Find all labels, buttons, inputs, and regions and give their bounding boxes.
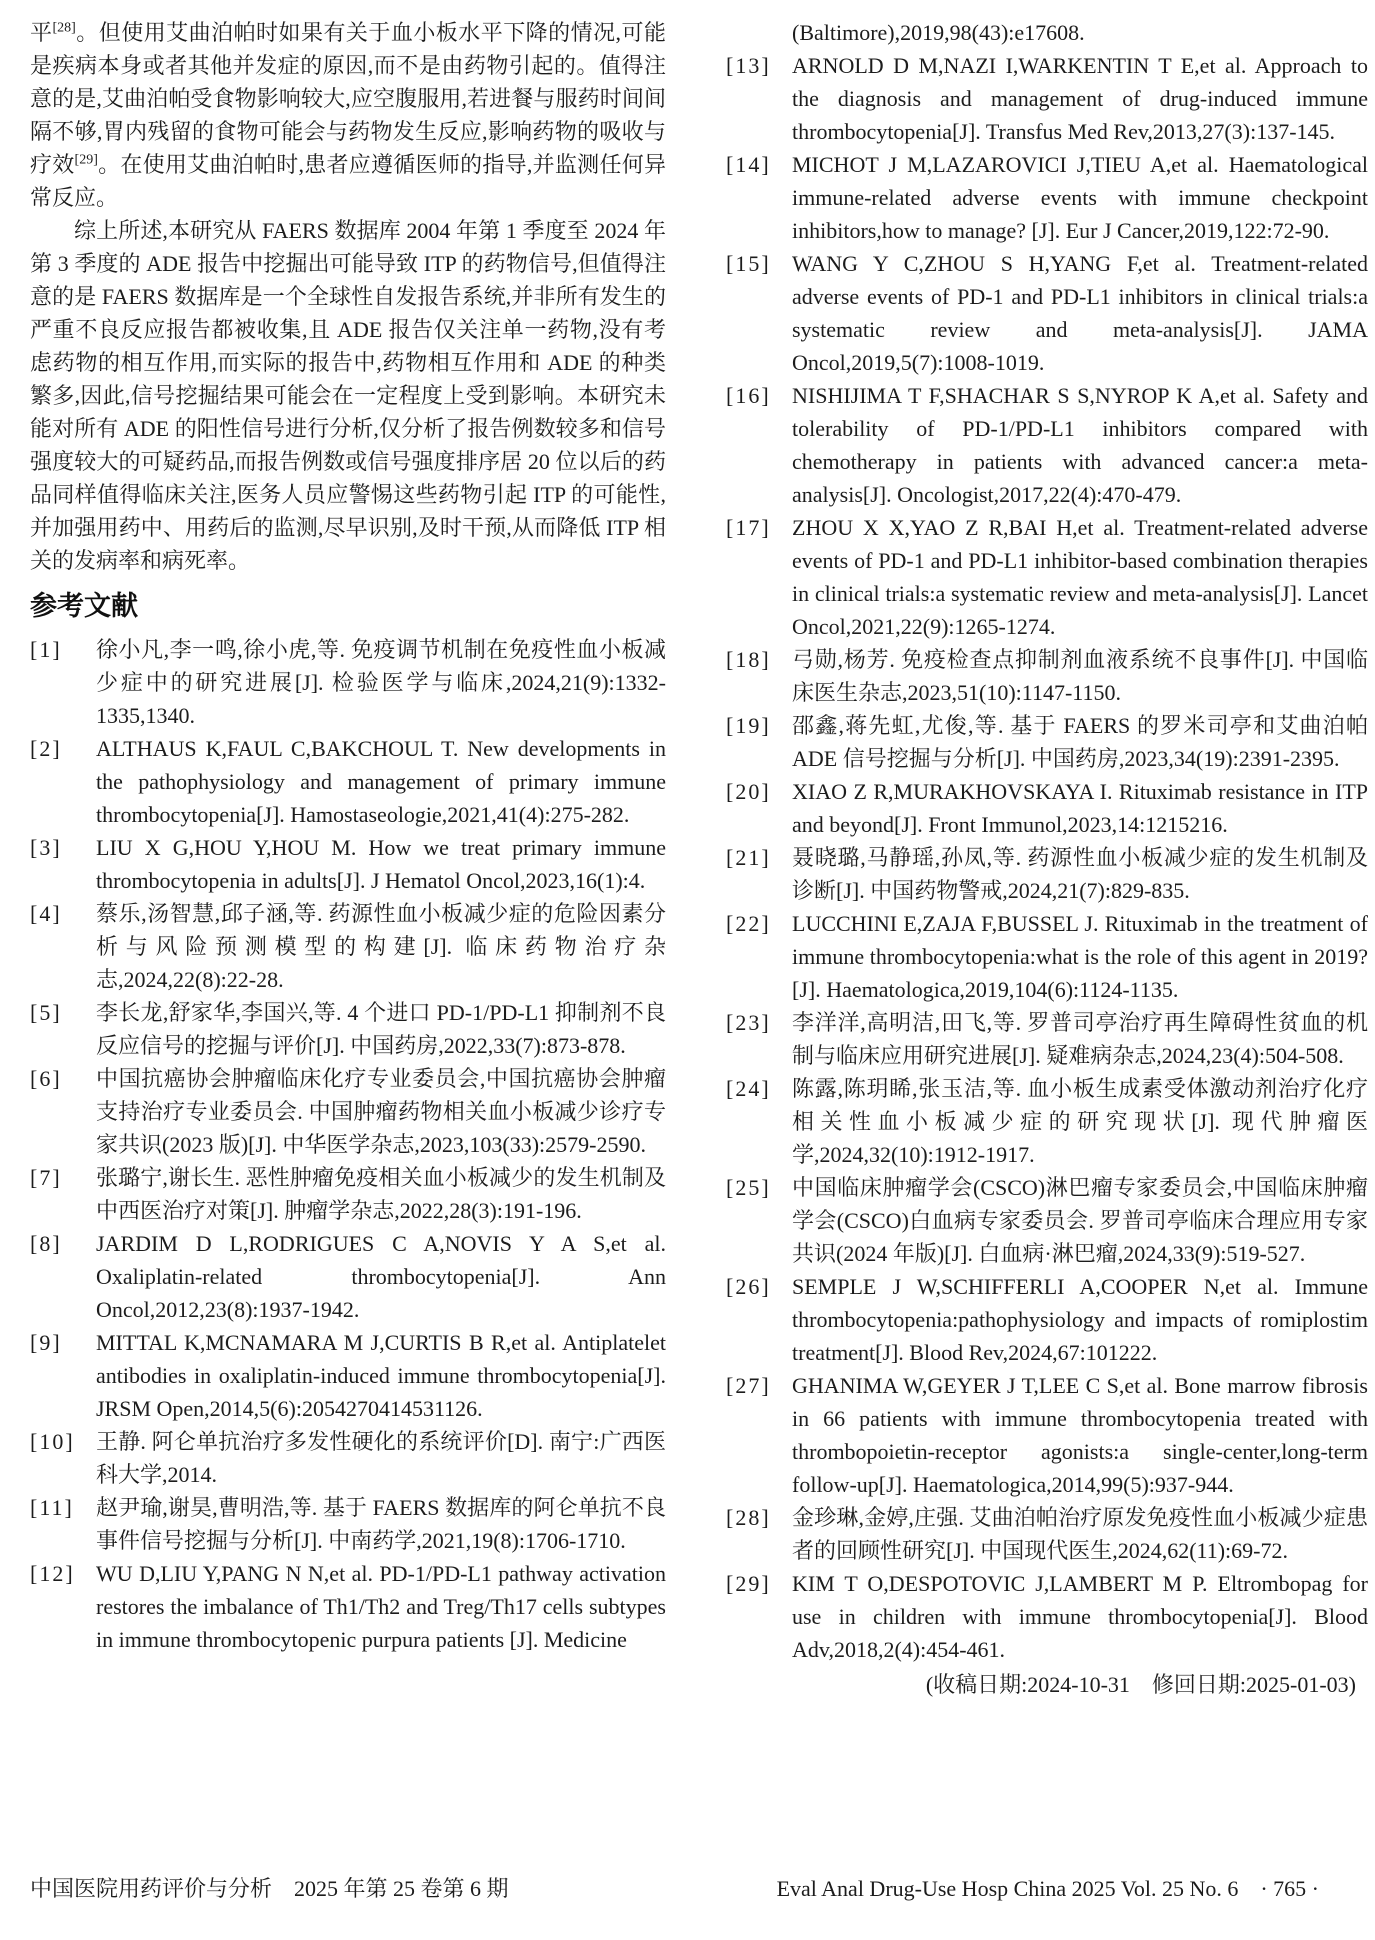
reference-number	[726, 16, 792, 49]
paragraph-text: 平	[30, 20, 53, 45]
reference-item	[726, 1006, 1368, 1072]
reference-number: [12]	[30, 1561, 75, 1586]
reference-number: [16]	[726, 383, 771, 408]
reference-item	[30, 732, 666, 831]
reference-number: [6]	[30, 1066, 62, 1091]
reference-text: SEMPLE J W,SCHIFFERLI A,COOPER N,et al. Immune thrombocytopenia:pathophysiology and impacts of romiplostim treatment[J]. Blood Rev,2024,67:101222.	[792, 1274, 1368, 1365]
reference-text: 邵鑫,蒋先虹,尤俊,等. 基于 FAERS 的罗米司亭和艾曲泊帕 ADE 信号挖掘与分析[J]. 中国药房,2023,34(19):2391-2395.	[792, 713, 1368, 771]
reference-text: 徐小凡,李一鸣,徐小虎,等. 免疫调节机制在免疫性血小板减少症中的研究进展[J]. 检验医学与临床,2024,21(9):1332-1335,1340.	[96, 637, 666, 728]
reference-text: WU D,LIU Y,PANG N N,et al. PD-1/PD-L1 pathway activation restores the imbalance of Th1/Th2 and Treg/Th17 cells subtypes in immune thrombocytopenic purpura patients [J]. Medicine	[96, 1561, 666, 1652]
reference-number: [2]	[30, 736, 62, 761]
reference-text: ARNOLD D M,NAZI I,WARKENTIN T E,et al. Approach to the diagnosis and management of drug-induced immune thrombocytopenia[J]. Transfus Med Rev,2013,27(3):137-145.	[792, 53, 1368, 144]
reference-item	[30, 1491, 666, 1557]
reference-item	[726, 841, 1368, 907]
reference-item	[726, 148, 1368, 247]
reference-text: LIU X G,HOU Y,HOU M. How we treat primary immune thrombocytopenia in adults[J]. J Hematol Oncol,2023,16(1):4.	[96, 835, 666, 893]
reference-text: 张璐宁,谢长生. 恶性肿瘤免疫相关血小板减少的发生机制及中西医治疗对策[J]. 肿瘤学杂志,2022,28(3):191-196.	[96, 1165, 666, 1223]
left-column	[30, 16, 666, 1701]
reference-text: 李长龙,舒家华,李国兴,等. 4 个进口 PD-1/PD-L1 抑制剂不良反应信号的挖掘与评价[J]. 中国药房,2022,33(7):873-878.	[96, 1000, 666, 1058]
reference-number: [9]	[30, 1330, 62, 1355]
reference-item	[726, 379, 1368, 511]
reference-number: [29]	[726, 1571, 771, 1596]
reference-number: [1]	[30, 637, 62, 662]
reference-number: [15]	[726, 251, 771, 276]
paragraph-text: 。在使用艾曲泊帕时,患者应遵循医师的指导,并监测任何异常反应。	[30, 152, 666, 210]
reference-text: 中国临床肿瘤学会(CSCO)淋巴瘤专家委员会,中国临床肿瘤学会(CSCO)白血病专家委员会. 罗普司亭临床合理应用专家共识(2024 年版)[J]. 白血病·淋巴瘤,2024,33(9):519-527.	[792, 1175, 1368, 1266]
reference-item	[726, 16, 1368, 49]
reference-text: XIAO Z R,MURAKHOVSKAYA I. Rituximab resistance in ITP and beyond[J]. Front Immunol,2023,14:1215216.	[792, 779, 1368, 837]
reference-text: GHANIMA W,GEYER J T,LEE C S,et al. Bone marrow fibrosis in 66 patients with immune thrombocytopenia treated with thrombopoietin-receptor agonists:a single-center,long-term follow-up[J]. Haematologica,2014,99(5):937-944.	[792, 1373, 1368, 1497]
reference-item	[30, 996, 666, 1062]
reference-item	[726, 49, 1368, 148]
reference-item	[726, 1270, 1368, 1369]
reference-text: 赵尹瑜,谢昊,曹明浩,等. 基于 FAERS 数据库的阿仑单抗不良事件信号挖掘与分析[J]. 中南药学,2021,19(8):1706-1710.	[96, 1495, 666, 1553]
reference-text: ZHOU X X,YAO Z R,BAI H,et al. Treatment-related adverse events of PD-1 and PD-L1 inhibitor-based combination therapies in clinical trials:a systematic review and meta-analysis[J]. Lancet Oncol,2021,22(9):1265-1274.	[792, 515, 1368, 639]
reference-number: [21]	[726, 845, 771, 870]
footer-journal-title-en-page-number: Eval Anal Drug-Use Hosp China 2025 Vol. 25 No. 6 · 765 ·	[776, 1876, 1319, 1901]
reference-item	[30, 831, 666, 897]
reference-text: WANG Y C,ZHOU S H,YANG F,et al. Treatment-related adverse events of PD-1 and PD-L1 inhibitors in clinical trials:a systematic review and meta-analysis[J]. JAMA Oncol,2019,5(7):1008-1019.	[792, 251, 1368, 375]
paragraph-continuation	[30, 16, 666, 214]
reference-item	[726, 1369, 1368, 1501]
reference-item	[726, 247, 1368, 379]
reference-item	[726, 1171, 1368, 1270]
reference-text: (Baltimore),2019,98(43):e17608.	[792, 20, 1085, 45]
reference-item	[726, 709, 1368, 775]
reference-item	[30, 1425, 666, 1491]
reference-list-left	[30, 633, 666, 1656]
reference-number: [14]	[726, 152, 771, 177]
reference-item	[726, 1501, 1368, 1567]
reference-text: 王静. 阿仑单抗治疗多发性硬化的系统评价[D]. 南宁:广西医科大学,2014.	[96, 1429, 666, 1487]
reference-number: [4]	[30, 901, 62, 926]
reference-text: 李洋洋,高明洁,田飞,等. 罗普司亭治疗再生障碍性贫血的机制与临床应用研究进展[J]. 疑难病杂志,2024,23(4):504-508.	[792, 1010, 1368, 1068]
reference-number: [23]	[726, 1010, 771, 1035]
reference-number: [7]	[30, 1165, 62, 1190]
reference-number: [22]	[726, 911, 771, 936]
reference-number: [10]	[30, 1429, 75, 1454]
reference-number: [24]	[726, 1076, 771, 1101]
reference-item	[726, 775, 1368, 841]
reference-item	[30, 1062, 666, 1161]
citation-superscript: [28]	[52, 20, 76, 36]
reference-item	[30, 897, 666, 996]
reference-number: [20]	[726, 779, 771, 804]
reference-number: [17]	[726, 515, 771, 540]
reference-number: [13]	[726, 53, 771, 78]
reference-list-right	[726, 16, 1368, 1666]
reference-item	[30, 1227, 666, 1326]
references-heading: 参考文献	[30, 591, 138, 621]
reference-item	[726, 511, 1368, 643]
reference-item	[726, 1567, 1368, 1666]
reference-number: [28]	[726, 1505, 771, 1530]
reference-text: 中国抗癌协会肿瘤临床化疗专业委员会,中国抗癌协会肿瘤支持治疗专业委员会. 中国肿瘤药物相关血小板减少诊疗专家共识(2023 版)[J]. 中华医学杂志,2023,103(33):2579-2590.	[96, 1066, 666, 1157]
reference-text: LUCCHINI E,ZAJA F,BUSSEL J. Rituximab in the treatment of immune thrombocytopenia:what is the role of this agent in 2019? [J]. Haematologica,2019,104(6):1124-1135.	[792, 911, 1368, 1002]
reference-item	[726, 1072, 1368, 1171]
reference-number: [3]	[30, 835, 62, 860]
two-column-layout	[30, 16, 1368, 1701]
reference-item	[30, 1557, 666, 1656]
reference-text: 金珍琳,金婷,庄强. 艾曲泊帕治疗原发免疫性血小板减少症患者的回顾性研究[J]. 中国现代医生,2024,62(11):69-72.	[792, 1505, 1368, 1563]
reference-number: [5]	[30, 1000, 62, 1025]
reference-item	[30, 1326, 666, 1425]
reference-item	[726, 907, 1368, 1006]
reference-item	[30, 633, 666, 732]
reference-text: NISHIJIMA T F,SHACHAR S S,NYROP K A,et al. Safety and tolerability of PD-1/PD-L1 inhibitors compared with chemotherapy in patients with advanced cancer:a meta-analysis[J]. Oncologist,2017,22(4):470-479.	[792, 383, 1368, 507]
reference-number: [26]	[726, 1274, 771, 1299]
reference-text: 弓勋,杨芳. 免疫检查点抑制剂血液系统不良事件[J]. 中国临床医生杂志,2023,51(10):1147-1150.	[792, 647, 1368, 705]
reference-item	[726, 643, 1368, 709]
reference-text: MICHOT J M,LAZAROVICI J,TIEU A,et al. Haematological immune-related adverse events with immune checkpoint inhibitors,how to manage? [J]. Eur J Cancer,2019,122:72-90.	[792, 152, 1368, 243]
reference-item	[30, 1161, 666, 1227]
paragraph-text: 。但使用艾曲泊帕时如果有关于血小板水平下降的情况,可能是疾病本身或者其他并发症的原因,而不是由药物引起的。值得注意的是,艾曲泊帕受食物影响较大,应空腹服用,若进餐与服药时间间隔不够,胃内残留的食物可能会与药物发生反应,影响药物的吸收与疗效	[30, 20, 666, 177]
reference-text: 聂晓璐,马静瑶,孙凤,等. 药源性血小板减少症的发生机制及诊断[J]. 中国药物警戒,2024,21(7):829-835.	[792, 845, 1368, 903]
footer-journal-title-cn: 中国医院用药评价与分析 2025 年第 25 卷第 6 期	[30, 1876, 509, 1901]
reference-number: [25]	[726, 1175, 771, 1200]
reference-text: 陈露,陈玥睎,张玉洁,等. 血小板生成素受体激动剂治疗化疗相关性血小板减少症的研究现状[J]. 现代肿瘤医学,2024,32(10):1912-1917.	[792, 1076, 1368, 1167]
reference-text: JARDIM D L,RODRIGUES C A,NOVIS Y A S,et al. Oxaliplatin-related thrombocytopenia[J]. Ann Oncol,2012,23(8):1937-1942.	[96, 1231, 666, 1322]
reference-number: [19]	[726, 713, 771, 738]
reference-number: [18]	[726, 647, 771, 672]
reference-text: KIM T O,DESPOTOVIC J,LAMBERT M P. Eltrombopag for use in children with immune thrombocytopenia[J]. Blood Adv,2018,2(4):454-461.	[792, 1571, 1368, 1662]
citation-superscript: [29]	[74, 152, 98, 168]
received-revised-dates: (收稿日期:2024-10-31 修回日期:2025-01-03)	[925, 1672, 1356, 1697]
reference-number: [27]	[726, 1373, 771, 1398]
right-column	[726, 16, 1368, 1701]
paragraph-conclusion: 综上所述,本研究从 FAERS 数据库 2004 年第 1 季度至 2024 年第 3 季度的 ADE 报告中挖掘出可能导致 ITP 的药物信号,但值得注意的是 FAERS 数据库是一个全球性自发报告系统,并非所有发生的严重不良反应报告都被收集,且 ADE 报告仅关注单一药物,没有考虑药物的相互作用,而实际的报告中,药物相互作用和 ADE 的种类繁多,因此,信号挖掘结果可能会在一定程度上受到影响。本研究未能对所有 ADE 的阳性信号进行分析,仅分析了报告例数较多和信号强度较大的可疑药品,而报告例数或信号强度排序居 20 位以后的药品同样值得临床关注,医务人员应警惕这些药物引起 ITP 的可能性,并加强用药中、用药后的监测,尽早识别,及时干预,从而降低 ITP 相关的发病率和病死率。	[30, 218, 666, 573]
reference-number: [11]	[30, 1495, 74, 1520]
page-footer	[30, 1872, 1367, 1905]
reference-text: 蔡乐,汤智慧,邱子涵,等. 药源性血小板减少症的危险因素分析与风险预测模型的构建[J]. 临床药物治疗杂志,2024,22(8):22-28.	[96, 901, 666, 992]
reference-number: [8]	[30, 1231, 62, 1256]
reference-text: ALTHAUS K,FAUL C,BAKCHOUL T. New developments in the pathophysiology and management of primary immune thrombocytopenia[J]. Hamostaseologie,2021,41(4):275-282.	[96, 736, 666, 827]
reference-text: MITTAL K,MCNAMARA M J,CURTIS B R,et al. Antiplatelet antibodies in oxaliplatin-induced immune thrombocytopenia[J]. JRSM Open,2014,5(6):2054270414531126.	[96, 1330, 666, 1421]
